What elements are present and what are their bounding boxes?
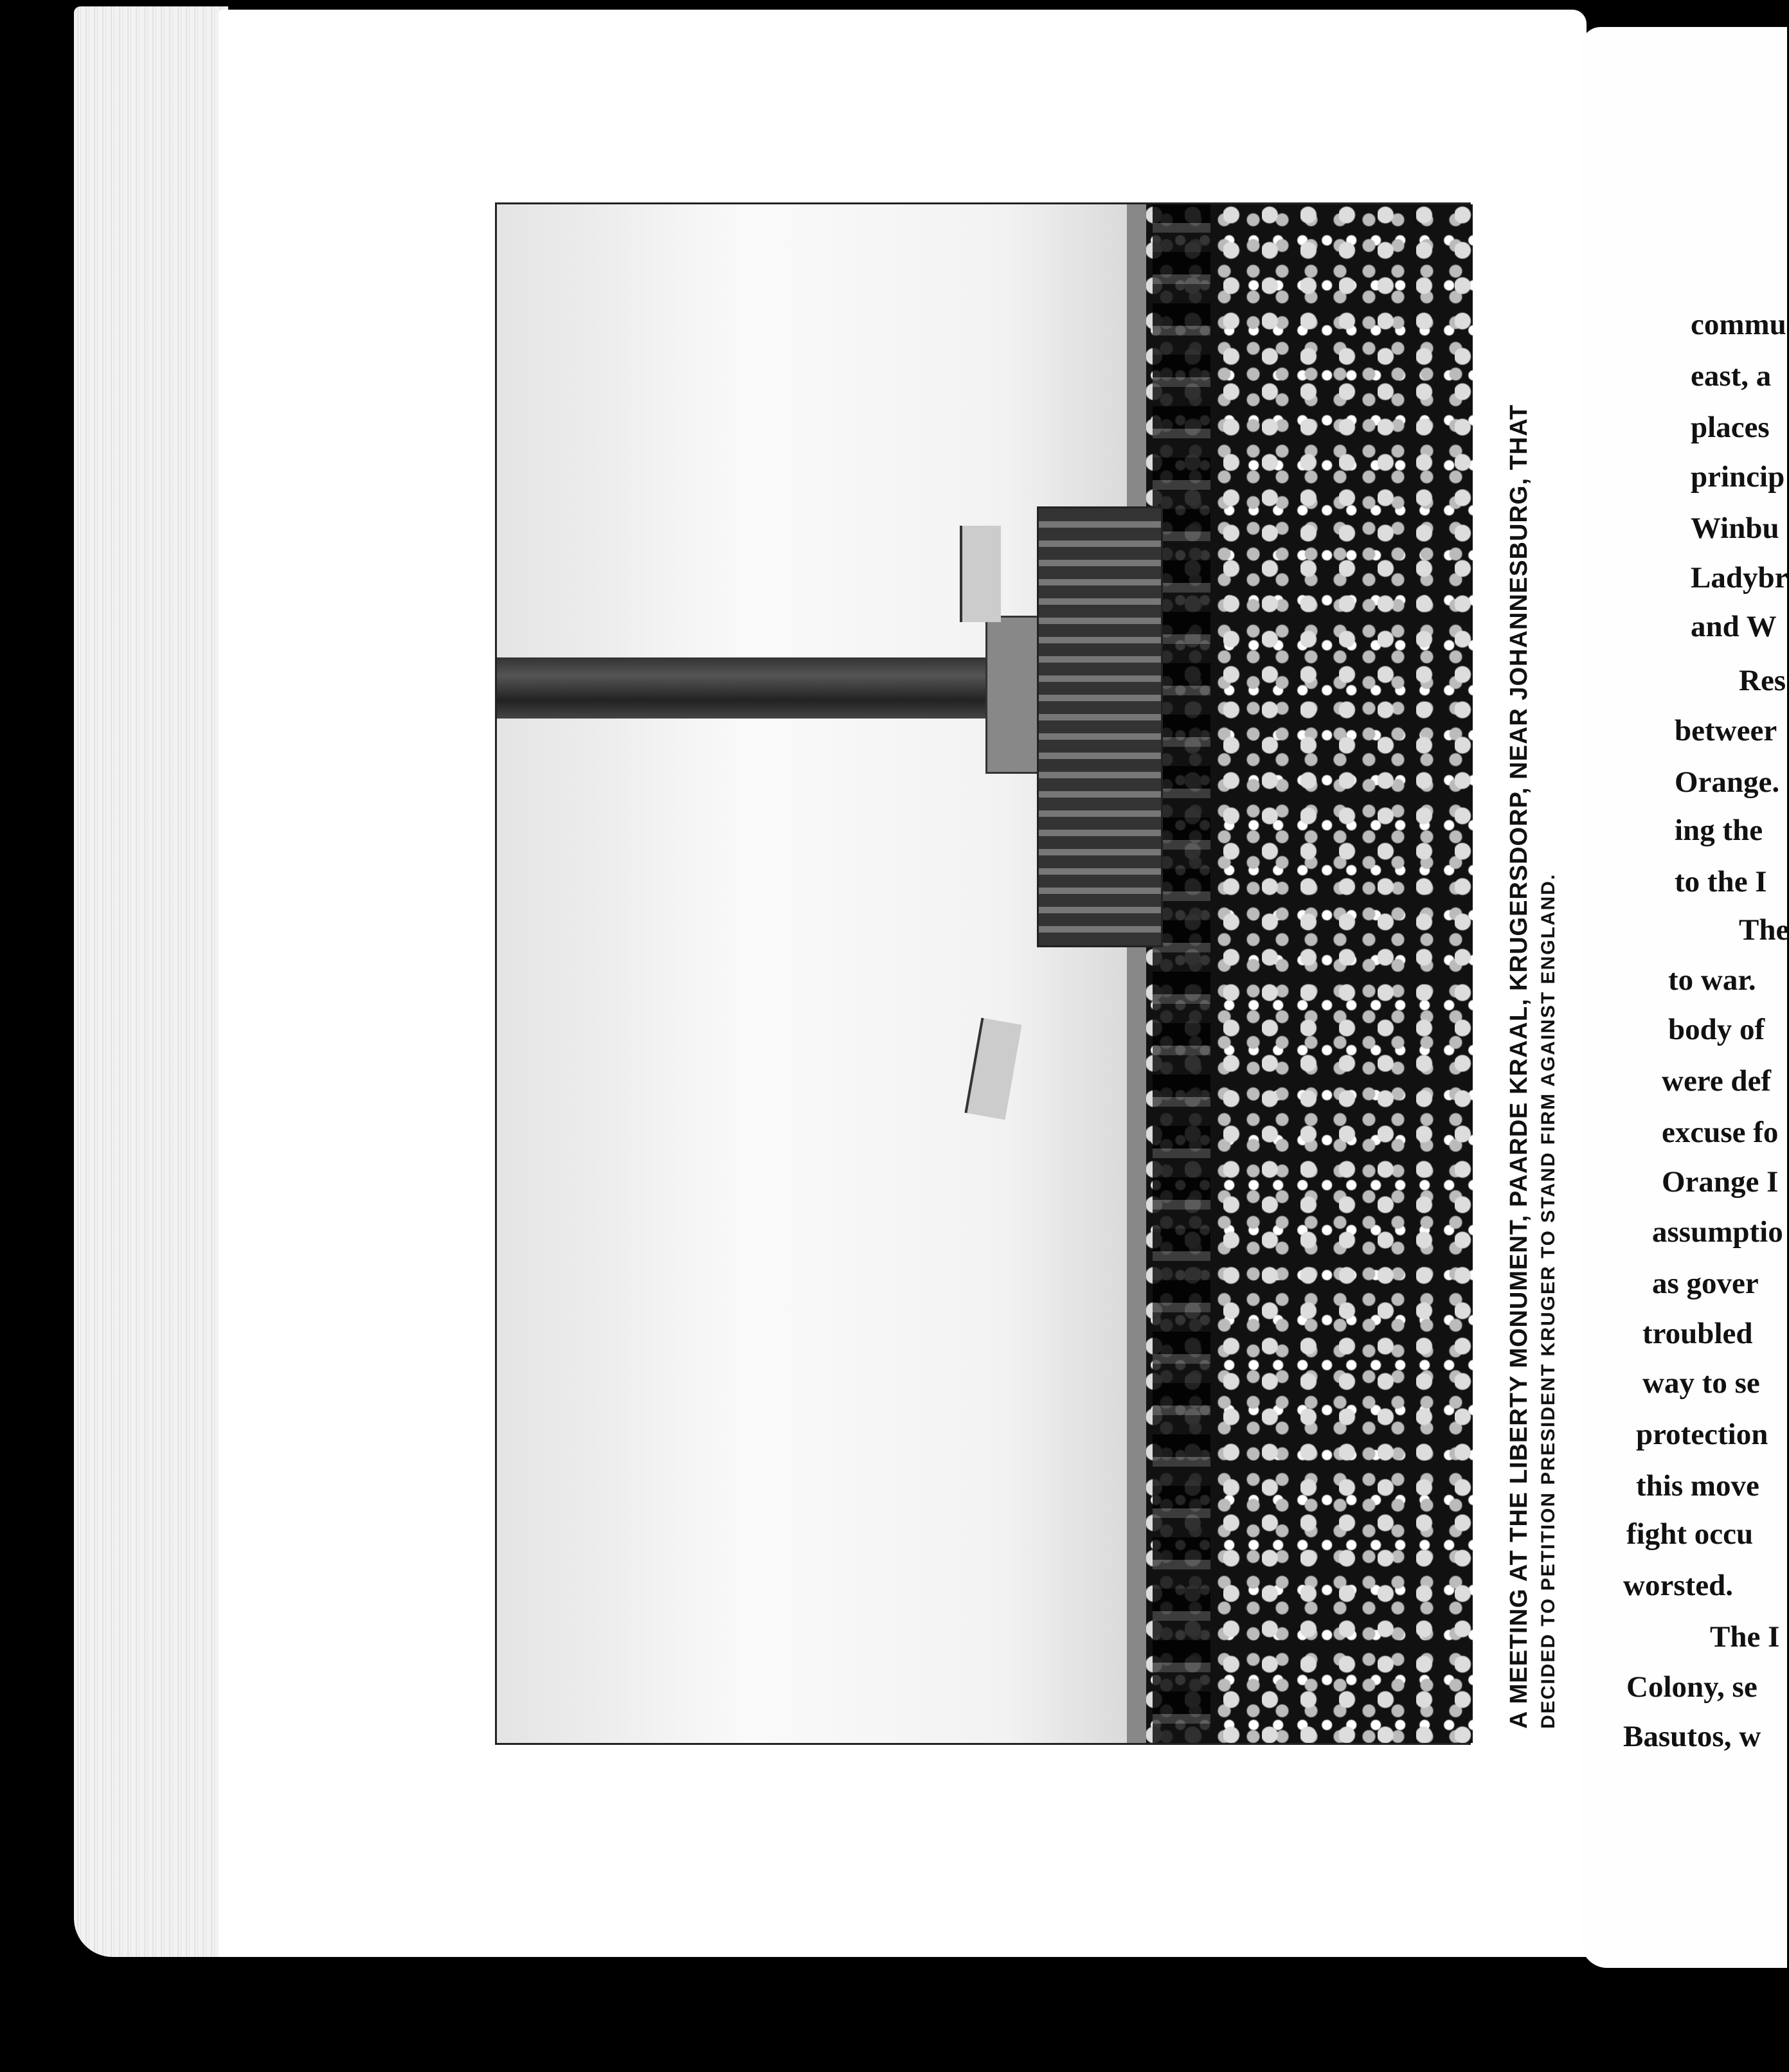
text-line: to the I <box>1675 865 1767 898</box>
text-line: betweer <box>1675 714 1777 747</box>
plate-caption-line-2: DECIDED TO PETITION PRESIDENT KRUGER TO STAND FIRM AGAINST ENGLAND. <box>1538 873 1559 1729</box>
text-line: Orange. <box>1675 765 1780 799</box>
plate-caption-line-1: A MEETING AT THE LIBERTY MONUMENT, PAARDE KRAAL, KRUGERSDORP, NEAR JOHANNESBURG, THAT <box>1506 404 1533 1729</box>
text-line: and W <box>1691 610 1777 643</box>
text-line: Orange I <box>1662 1165 1779 1199</box>
text-line: The <box>1739 913 1789 947</box>
photograph-plate <box>495 202 1471 1745</box>
monument-base <box>1037 506 1163 947</box>
photo-treeline <box>1153 204 1210 1743</box>
text-line: to war. <box>1668 963 1756 997</box>
text-line: worsted. <box>1623 1569 1733 1602</box>
text-line: east, a <box>1691 359 1772 393</box>
text-line: as gover <box>1652 1267 1759 1300</box>
text-line: assumptio <box>1652 1215 1783 1249</box>
right-page-text-column <box>1623 0 1789 2072</box>
text-line: Ladybr <box>1691 561 1788 594</box>
text-line: troubled <box>1642 1317 1753 1350</box>
text-line: Winbu <box>1691 512 1779 545</box>
text-line: excuse fo <box>1662 1116 1779 1149</box>
flag <box>960 526 1001 622</box>
text-line: Res <box>1739 664 1786 697</box>
text-line: The I <box>1710 1620 1780 1654</box>
text-line: ing the <box>1675 814 1763 847</box>
text-line: Basutos, w <box>1623 1720 1761 1753</box>
text-line: fight occu <box>1626 1517 1754 1551</box>
text-line: princip <box>1691 460 1785 494</box>
text-line: body of <box>1668 1013 1765 1046</box>
photo-sky <box>497 204 1133 1743</box>
text-line: protection <box>1636 1418 1768 1451</box>
text-line: commu <box>1691 308 1786 341</box>
text-line: Colony, se <box>1626 1670 1758 1704</box>
book-page-edges <box>74 6 228 1957</box>
text-line: this move <box>1636 1469 1759 1503</box>
text-line: places <box>1691 411 1770 444</box>
text-line: way to se <box>1642 1366 1760 1400</box>
monument-obelisk <box>497 657 992 719</box>
text-line: were def <box>1662 1064 1772 1098</box>
